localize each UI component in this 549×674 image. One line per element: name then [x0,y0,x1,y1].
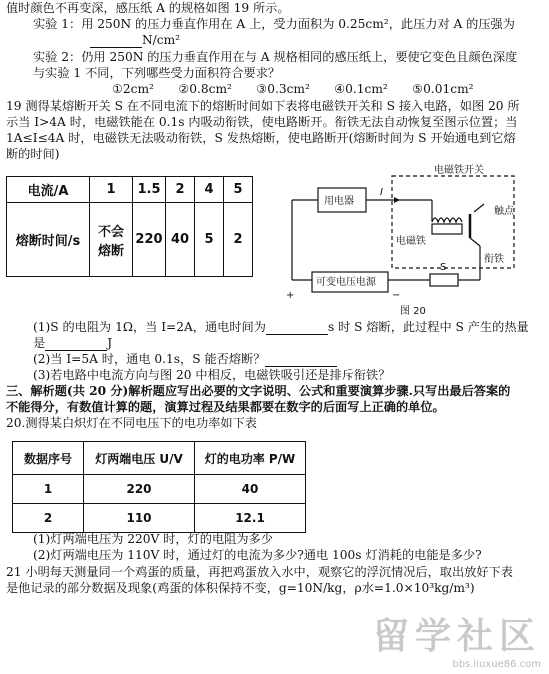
electromagnet-label: 电磁铁 [396,236,426,247]
section-3-title: 三、解析题(共 20 分)解析题应写出必要的文字说明、公式和重要演算步骤.只写出最后答案的 [6,384,511,398]
contact-line [474,204,484,212]
armature-label: 衔铁 [484,254,504,265]
table-cell: 5 [195,203,224,277]
table-cell: 4 [195,177,224,203]
appliance-label: 用电器 [324,196,354,207]
question-3: (3)若电路中电流方向与图 20 中相反，电磁铁吸引还是排斥衔铁？ [33,368,391,382]
armature-pivot [470,238,480,246]
text-line: 值时颜色不再变深，感压纸 A 的规格如图 19 所示。 [6,1,290,15]
power-label: 可变电压电源 [316,277,376,288]
fuse-table [6,176,253,277]
watermark [373,608,541,670]
contact-label: 触点 [494,206,514,217]
question-1-cont: 是 J [33,336,113,350]
text-line: ①2cm² ②0.8cm² ③0.3cm² ④0.1cm² ⑤0.01cm² [112,82,474,96]
question-1: (1)S 的电阻为 1Ω，当 I=2A，通电时间为 s 时 S 熔断，此过程中 S 产生的热量 [33,320,529,334]
watermark-logo: 留学社区 [372,616,541,657]
table-cell: 1.5 [133,177,166,203]
table-cell: 5 [224,177,253,203]
table-cell: 2 [166,177,195,203]
table-cell: 1 [90,177,133,203]
table-cell: 不会 熔断 [90,203,133,277]
question-21-cont: 是他记录的部分数据及现象(鸡蛋的体积保持不变，g=10N/kg，ρ水=1.0×10³kg/m³) [6,581,475,595]
lamp-table [12,441,306,533]
plus-label: + [286,290,295,301]
question-20: 20.测得某白炽灯在不同电压下的电功率如下表 [6,416,257,430]
circuit-diagram [284,164,534,316]
watermark-url: bbs.liuxue86.com [452,659,541,670]
figure-caption: 图 20 [400,306,426,316]
question-21: 21 小明每天测量同一个鸡蛋的质量，再把鸡蛋放入水中，观察它的浮沉情况后，取出放好下表 [6,565,513,579]
text-line: 实验 1：用 250N 的压力垂直作用在 A 上，受力面积为 0.25cm²，此压力对 A 的压强为 [33,17,515,31]
table-header: 熔断时间/s [7,203,90,277]
current-label: I [380,187,383,198]
table-cell: 40 [195,475,306,504]
table-header: 电流/A [7,177,90,203]
electromagnet-coil [432,218,462,222]
table-cell: 2 [224,203,253,277]
table-header: 灯两端电压 U/V [84,442,195,475]
question-20-2: (2)灯两端电压为 110V 时，通过灯的电流为多少?通电 100s 灯消耗的电能是多少? [33,548,482,562]
question-2: (2)当 I=5A 时，通电 0.1s，S 能否熔断？ [33,352,337,367]
fuse-label: S [440,262,447,273]
minus-label: − [392,290,401,301]
question-20-1: (1)灯两端电压为 220V 时，灯的电阻为多少 [33,532,273,546]
text-line: 与实验 1 不同，下列哪些受力面积符合要求？ [33,66,281,80]
table-cell: 2 [13,504,84,533]
table-cell: 40 [166,203,195,277]
table-cell: 1 [13,475,84,504]
text-line: 实验 2：仍用 250N 的压力垂直作用在与 A 规格相同的感压纸上，要使它变色且颜色深度 [33,50,518,64]
table-cell: 220 [133,203,166,277]
table-header: 数据序号 [13,442,84,475]
section-3-title-cont: 不能得分，有数值计算的题，演算过程及结果都要在数字的后面写上正确的单位。 [6,400,445,414]
current-arrow-icon [394,197,400,203]
text-line: N/cm² [90,33,180,48]
table-cell: 220 [84,475,195,504]
table-cell: 12.1 [195,504,306,533]
text-line: 断的时间) [6,147,60,161]
text-line: 1A≤I≤4A 时，电磁铁无法吸动衔铁，S 发热熔断，使电路断开(熔断时间为 S 开始通电到它熔 [6,131,516,145]
table-cell: 110 [84,504,195,533]
text-line: 示当 I>4A 时，电磁铁能在 0.1s 内吸动衔铁，使电路断开。衔铁无法自动恢复至图示位置；当 [6,115,518,129]
fuse-s [430,274,458,286]
electromagnet-core [432,224,462,234]
switch-label: 电磁铁开关 [434,165,484,176]
text-line: 19 测得某熔断开关 S 在不同电流下的熔断时间如下表将电磁铁开关和 S 接入电路，如图 20 所 [6,99,520,113]
table-header: 灯的电功率 P/W [195,442,306,475]
